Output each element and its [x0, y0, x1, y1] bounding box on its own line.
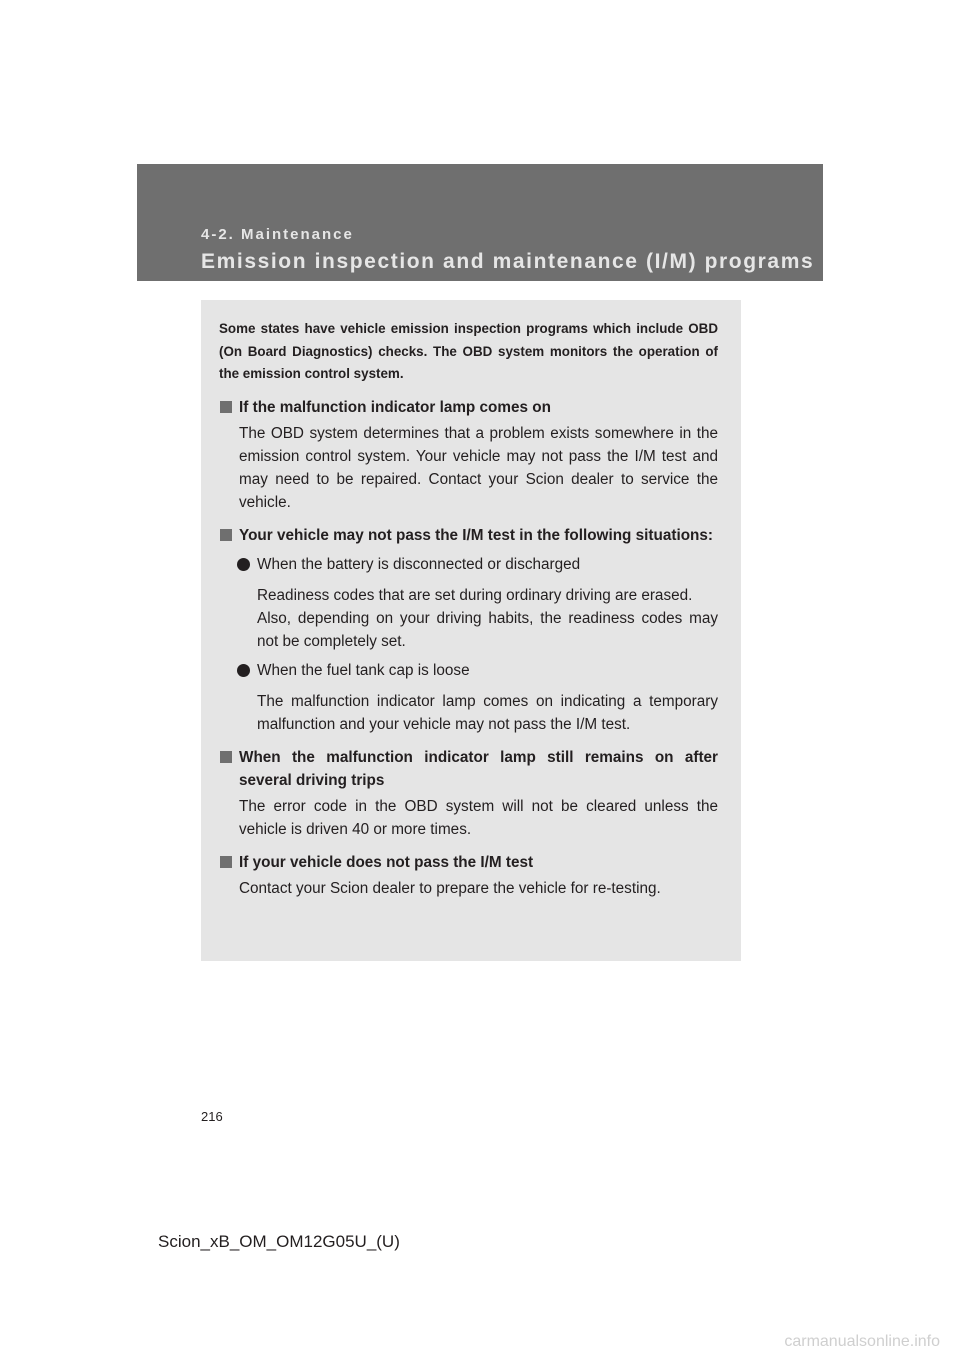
bullet-body-line: The malfunction indicator lamp comes on indicating a temporary malfunction and your vehicle may not pass the I/M test.: [257, 692, 718, 733]
square-bullet-icon: [220, 751, 232, 763]
item-heading-text: If the malfunction indicator lamp comes on: [239, 398, 551, 416]
bullet-label: When the fuel tank cap is loose: [257, 661, 470, 679]
item-malfunction-lamp-on: [219, 396, 718, 514]
item-may-not-pass: [219, 524, 718, 736]
bullet-body: [219, 690, 718, 736]
section-label: 4-2. Maintenance: [201, 226, 354, 243]
item-does-not-pass: [219, 851, 718, 900]
square-bullet-icon: [220, 856, 232, 868]
bullet-body-line: Readiness codes that are set during ordinary driving are erased.: [257, 586, 693, 604]
item-heading-text: If your vehicle does not pass the I/M test: [239, 853, 534, 871]
watermark: carmanualsonline.info: [784, 1333, 940, 1350]
item-heading-text: When the malfunction indicator lamp still remains on after several driving trips: [239, 748, 718, 789]
content-box: [201, 300, 741, 961]
page-title: Emission inspection and maintenance (I/M) programs: [201, 250, 815, 273]
intro-text: Some states have vehicle emission inspection programs which include OBD (On Board Diagnostics) checks. The OBD system monitors the operation of the emission control system.: [219, 321, 718, 381]
bullet-fuel-cap: [219, 659, 718, 682]
item-heading: [219, 396, 718, 419]
item-lamp-remains-on: [219, 746, 718, 841]
round-bullet-icon: [237, 558, 250, 571]
bullet-body: [219, 584, 718, 653]
item-body: The error code in the OBD system will not be cleared unless the vehicle is driven 40 or more times.: [239, 797, 718, 838]
bullet-label: When the battery is disconnected or discharged: [257, 555, 581, 573]
bullet-battery: [219, 553, 718, 576]
item-body: The OBD system determines that a problem exists somewhere in the emission control system. Your vehicle may not pass the I/M test and may need to be repaired. Contact your Scion dealer to service the vehicle.: [239, 424, 718, 511]
item-heading: [219, 851, 718, 874]
header-band: [137, 164, 823, 281]
square-bullet-icon: [220, 401, 232, 413]
item-heading-text: Your vehicle may not pass the I/M test in the following situations:: [239, 526, 713, 544]
item-heading: [219, 524, 718, 547]
page-number: 216: [201, 1109, 223, 1124]
item-body: Contact your Scion dealer to prepare the vehicle for re-testing.: [239, 879, 661, 897]
item-heading: [219, 746, 718, 792]
round-bullet-icon: [237, 664, 250, 677]
bullet-body-line: Also, depending on your driving habits, the readiness codes may not be completely set.: [257, 609, 718, 650]
square-bullet-icon: [220, 529, 232, 541]
document-code: Scion_xB_OM_OM12G05U_(U): [158, 1232, 400, 1251]
